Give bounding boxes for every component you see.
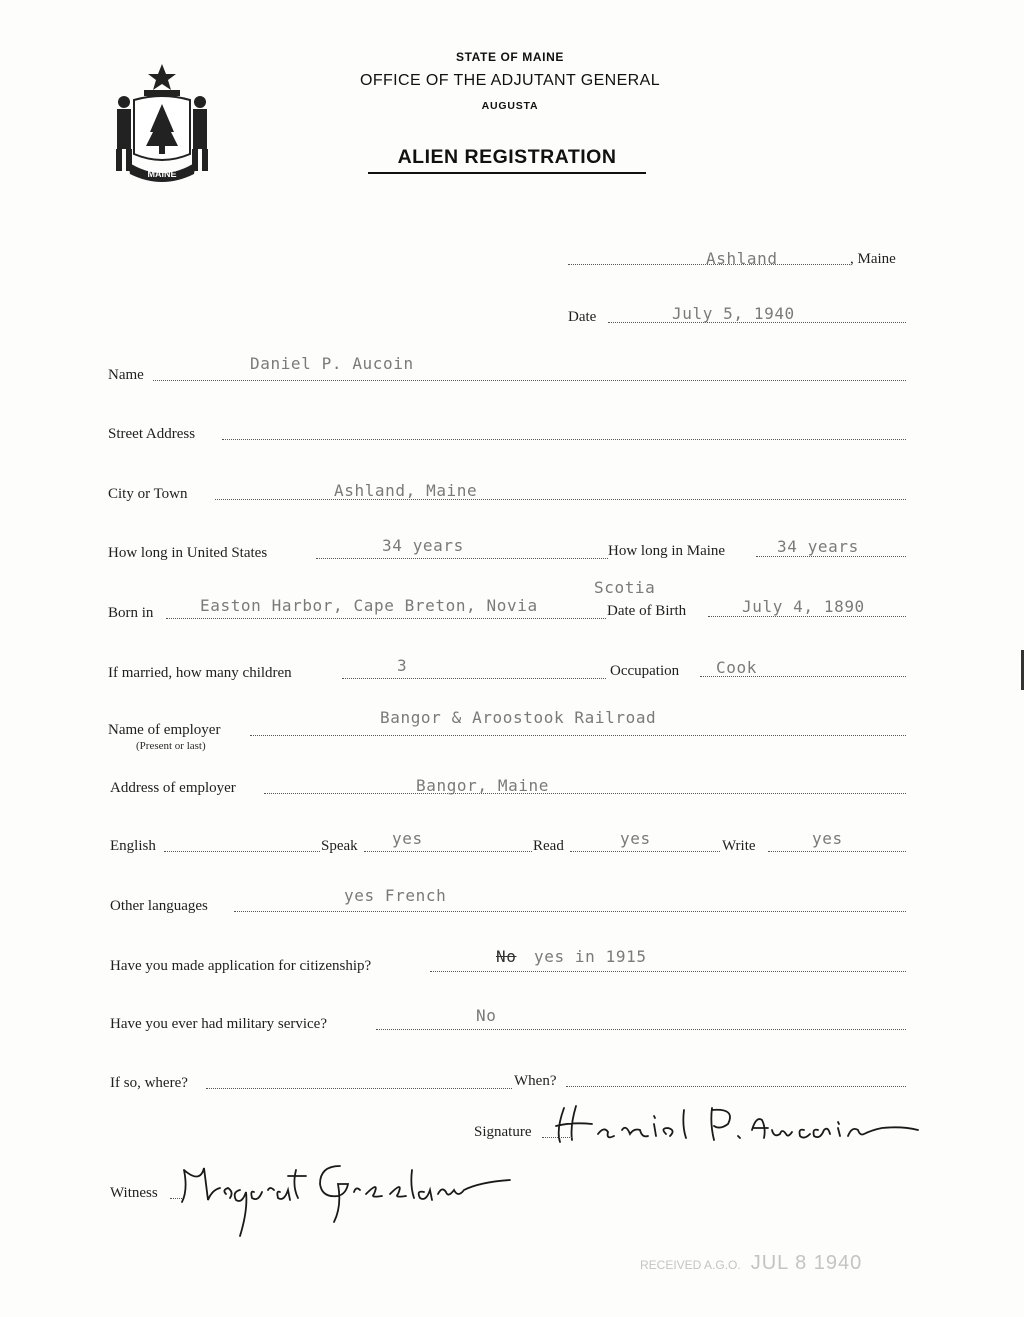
employer-label: Name of employer	[108, 722, 221, 738]
children-label: If married, how many children	[108, 665, 292, 681]
other-languages-label: Other languages	[110, 898, 208, 914]
witness-signature	[170, 1150, 520, 1240]
date-label: Date	[568, 309, 597, 325]
dob-value: July 4, 1890	[742, 597, 865, 616]
city-line	[215, 499, 906, 500]
military-line	[376, 1029, 906, 1030]
children-value: 3	[397, 656, 408, 675]
born-in-value-continued: Scotia	[594, 578, 656, 597]
speak-label: Speak	[321, 838, 358, 854]
children-line	[342, 678, 606, 679]
how-long-us-value: 34 years	[382, 536, 464, 555]
citizenship-line	[430, 971, 906, 972]
name-line	[153, 380, 906, 381]
employer-line	[250, 735, 906, 736]
applicant-signature	[542, 1100, 922, 1150]
citizenship-struck-value: No	[496, 947, 517, 966]
city-value: Ashland, Maine	[334, 481, 478, 500]
english-line	[164, 851, 320, 852]
occupation-label: Occupation	[610, 663, 680, 679]
maine-seal-icon	[108, 62, 216, 188]
born-in-label: Born in	[108, 605, 154, 621]
how-long-us-label: How long in United States	[108, 545, 268, 561]
city-label: City or Town	[108, 486, 188, 502]
military-value: No	[476, 1006, 497, 1025]
street-label: Street Address	[108, 426, 196, 442]
received-stamp	[640, 1252, 862, 1275]
witness-label: Witness	[110, 1185, 158, 1201]
name-label: Name	[108, 367, 144, 383]
born-in-value: Easton Harbor, Cape Breton, Novia	[200, 596, 538, 615]
speak-value: yes	[392, 829, 423, 848]
received-stamp-text: RECEIVED A.G.O.	[640, 1258, 741, 1272]
how-long-maine-value: 34 years	[777, 537, 859, 556]
employer-address-label: Address of employer	[110, 780, 236, 796]
how-long-us-line	[316, 558, 608, 559]
header-city: AUGUSTA	[481, 100, 539, 112]
employer-address-value: Bangor, Maine	[416, 776, 550, 795]
other-languages-value: yes French	[344, 886, 447, 905]
dob-line	[708, 616, 906, 617]
form-title: ALIEN REGISTRATION	[397, 146, 617, 168]
speak-line	[364, 851, 532, 852]
location-suffix: , Maine	[850, 251, 896, 267]
other-languages-line	[234, 911, 906, 912]
title-underline	[368, 172, 646, 174]
when-line	[566, 1086, 906, 1087]
employer-sublabel: (Present or last)	[136, 740, 206, 752]
employer-address-line	[264, 793, 906, 794]
how-long-maine-line	[756, 556, 906, 557]
location-value: Ashland	[706, 249, 778, 268]
signature-line	[542, 1137, 572, 1138]
street-line	[222, 439, 906, 440]
when-label: When?	[514, 1073, 557, 1089]
date-value: July 5, 1940	[672, 304, 795, 323]
received-stamp-date: JUL 8 1940	[750, 1252, 863, 1274]
seal-banner-text: MAINE	[147, 169, 177, 179]
citizenship-label: Have you made application for citizenship?	[110, 958, 372, 974]
name-value: Daniel P. Aucoin	[250, 354, 414, 373]
where-label: If so, where?	[110, 1075, 188, 1091]
military-label: Have you ever had military service?	[110, 1016, 327, 1032]
dob-label: Date of Birth	[607, 603, 687, 619]
header-office: OFFICE OF THE ADJUTANT GENERAL	[359, 72, 661, 89]
read-label: Read	[533, 838, 564, 854]
signature-label: Signature	[474, 1124, 532, 1140]
born-in-line	[166, 618, 606, 619]
write-label: Write	[722, 838, 756, 854]
write-line	[768, 851, 906, 852]
occupation-value: Cook	[716, 658, 757, 677]
citizenship-value: yes in 1915	[534, 947, 647, 966]
where-line	[206, 1088, 512, 1089]
english-label: English	[110, 838, 156, 854]
employer-value: Bangor & Aroostook Railroad	[380, 708, 657, 727]
write-value: yes	[812, 829, 843, 848]
read-line	[570, 851, 720, 852]
read-value: yes	[620, 829, 651, 848]
how-long-maine-label: How long in Maine	[608, 543, 726, 559]
header-state: STATE OF MAINE	[456, 50, 564, 64]
